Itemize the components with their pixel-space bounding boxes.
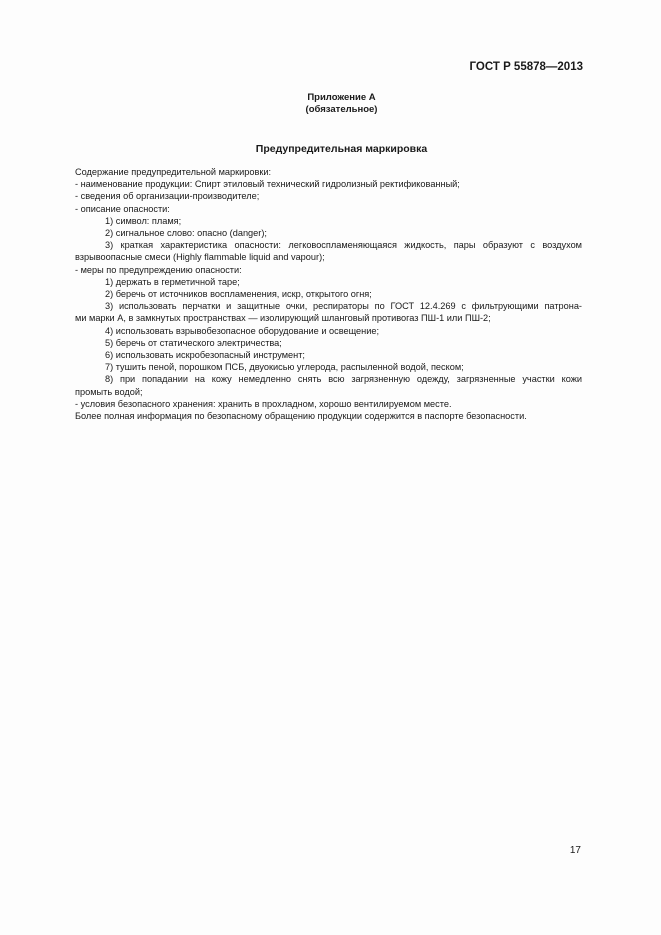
marking-content: [75, 166, 582, 422]
page-number: 17: [569, 845, 581, 856]
prevention-item-8-line-1: 8) при попадании на кожу немедленно снять всю загрязненную одежду, загрязненные участки кожи: [105, 374, 582, 385]
list-item-hazard: - описание опасности:: [75, 203, 170, 214]
prevention-item-6: 6) использовать искробезопасный инструмент;: [105, 350, 305, 361]
closing-line: Более полная информация по безопасному обращению продукции содержится в паспорте безопасности.: [75, 411, 527, 422]
prevention-item-3-line-2: ми марки А, в замкнутых пространствах — изолирующий шланговый противогаз ПШ-1 или ПШ-2;: [75, 313, 491, 324]
hazard-item-1: 1) символ: пламя;: [105, 215, 182, 226]
hazard-item-3-line-1: 3) краткая характеристика опасности: легковоспламеняющаяся жидкость, пары образуют с воздухом: [105, 240, 582, 251]
list-item-prevention: - меры по предупреждению опасности:: [75, 264, 242, 275]
appendix-status: (обязательное): [305, 104, 378, 115]
hazard-item-2: 2) сигнальное слово: опасно (danger);: [105, 228, 267, 239]
prevention-item-7: 7) тушить пеной, порошком ПСБ, двуокисью углерода, распыленной водой, песком;: [105, 362, 464, 373]
prevention-item-1: 1) держать в герметичной таре;: [105, 276, 240, 287]
prevention-item-3-line-1: 3) использовать перчатки и защитные очки, респираторы по ГОСТ 12.4.269 с фильтрующими патрона-: [105, 301, 582, 312]
intro-line: Содержание предупредительной маркировки:: [75, 167, 272, 177]
prevention-item-8-line-2: промыть водой;: [75, 386, 143, 397]
appendix-title: Приложение А: [307, 92, 376, 103]
prevention-item-2: 2) беречь от источников воспламенения, искр, открытого огня;: [105, 289, 372, 300]
hazard-item-3-line-2: взрывоопасные смеси (Highly flammable liquid and vapour);: [75, 252, 325, 263]
list-item-manufacturer: - сведения об организации-производителе;: [75, 191, 260, 202]
prevention-item-4: 4) использовать взрывобезопасное оборудование и освещение;: [105, 325, 380, 336]
list-item-storage: - условия безопасного хранения: хранить в прохладном, хорошо вентилируемом месте.: [75, 398, 452, 409]
document-code: ГОСТ Р 55878—2013: [469, 61, 583, 73]
list-item-product-name: - наименование продукции: Спирт этиловый технический гидролизный ректификованный;: [75, 179, 460, 190]
section-title: Предупредительная маркировка: [255, 143, 428, 155]
prevention-item-5: 5) беречь от статического электричества;: [105, 337, 282, 348]
